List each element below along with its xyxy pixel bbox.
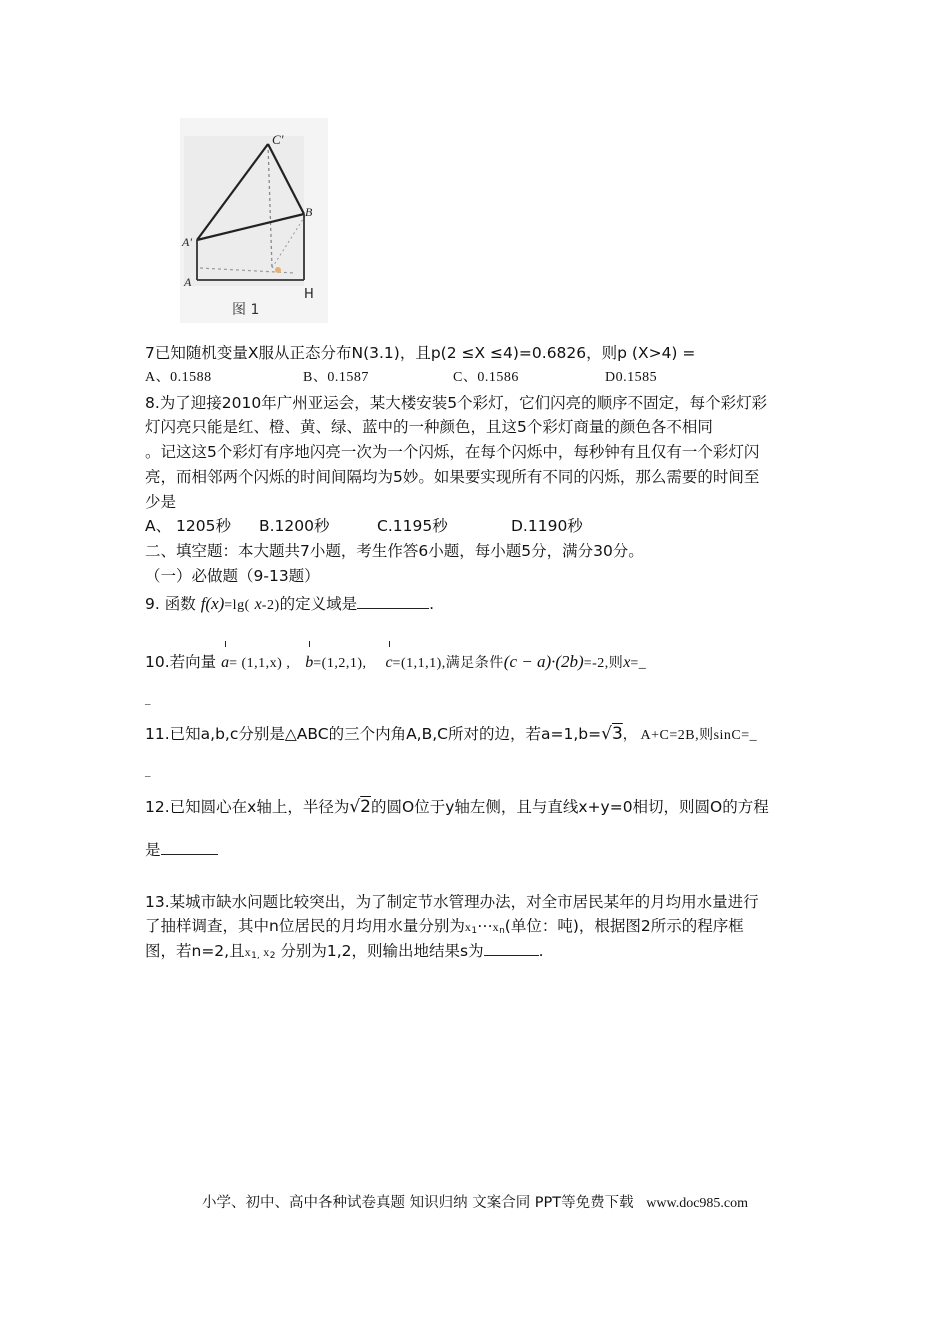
q10-vector-a: a [221,651,229,675]
q13-x1b-sub: 1, [251,951,260,961]
q8-line-2: 灯闪亮只能是红、橙、黄、绿、蓝中的一种颜色，且这5个彩灯商量的颜色各不相同 [145,418,713,436]
q13-xn-sub: n [499,926,505,936]
q13-line-2b: (单位：吨)，根据图2所示的程序框 [504,917,744,935]
q8-line-3: 。记这这5个彩灯有序地闪亮一次为一个闪烁，在每个闪烁中，每秒钟有且仅有一个彩灯闪 [145,443,760,461]
q8-option-d: D.1190秒 [511,517,583,535]
q12-lead: 12.已知圆心在x轴上，半径为 [145,798,350,816]
label-small: H [304,287,314,302]
q8-option-b: B.1200秒 [259,517,330,535]
q12-blank [161,840,218,855]
q11-continuation: _ [145,766,151,778]
q12-sqrt: √2 [349,797,371,817]
q7-option-c: C、0.1586 [453,370,519,385]
q9 [145,592,434,618]
q13-xn: x [492,920,500,934]
q7-option-a: A、0.1588 [145,370,212,385]
q13-line-2a: 了抽样调查，其中n位居民的月均用水量分别为 [145,917,465,935]
q10-tail: =_ [630,656,647,671]
q10 [145,650,646,676]
q10-c-value: =(1,1,1),满足条件 [392,656,504,671]
q10-expression: (c − a)·(2b) [503,652,584,671]
label-a-prime: A' [182,235,192,249]
figure-caption: 图 1 [232,302,260,318]
q13-x1: x [464,920,472,934]
q7-line: 7已知随机变量X服从正态分布N(3.1)，且p(2 ≤X ≤4)=0.6826，则p (X>4) = [145,344,696,362]
geometry-diagram [180,118,328,323]
q13-line-1: 13.某城市缺水问题比较突出，为了制定节水管理办法，对全市居民某年的月均用水量进行 [145,893,759,911]
q10-b-value: =(1,2,1), [313,656,367,671]
q12-line-2-text: 是 [145,841,161,859]
label-a: A [184,275,192,289]
q9-function: f(x) [200,594,225,613]
q11-mid: ， A+C=2B,则sinC=_ [622,728,758,743]
q13-line-3b: 分别为1,2，则输出地结果s为 [280,942,484,960]
q9-blank [357,594,429,609]
q13-line-3a: 图，若n=2,且 [145,942,245,960]
q12-root: 2 [360,797,371,817]
q9-number: 9. [145,595,160,613]
q9-var: x [254,596,262,613]
q9-eq: =lg( [224,598,250,613]
q13-x2-sub: 2 [269,951,276,961]
q13-x1b: x [244,945,252,959]
q10-vector-c: c [385,651,392,675]
footer-link[interactable]: www.doc985.com [646,1196,749,1211]
footer-text: 小学、初中、高中各种试卷真题 知识归纳 文案合同 PPT等免费下载 [201,1195,634,1211]
q8-line-1: 8.为了迎接2010年广州亚运会，某大楼安装5个彩灯，它们闪亮的顺序不固定，每个彩灯彩 [145,394,768,412]
q9-rest: -2) [261,598,280,613]
point-marker [275,267,281,273]
section-title: 二、填空题：本大题共7小题，考生作答6小题，每小题5分，满分30分。 [145,542,644,560]
q11-sqrt: √3 [601,724,623,744]
q9-lead: 函数 [164,595,196,613]
q8-option-c: C.1195秒 [377,517,448,535]
q10-var: x [623,654,631,671]
q10-after: =-2,则 [583,656,624,671]
q13-blank [484,941,539,956]
q11-root: 3 [611,724,623,744]
q9-tail: 的定义域是 [279,595,358,613]
q10-lead: 10.若向量 [145,653,217,671]
q9-end: . [429,595,435,613]
label-c-prime: C' [272,132,284,147]
q13-end: . [538,942,544,960]
q10-a-value: = (1,1,x) , [229,656,291,671]
section-subtitle: （一）必做题（9-13题） [145,567,320,585]
q8-line-5: 少是 [145,493,177,511]
q13-x1-sub: 1 [471,926,478,936]
footer [0,1191,950,1212]
q10-vector-b: b [305,651,313,675]
figure-1 [180,118,328,323]
q13-x2: x [259,945,270,959]
q8-line-4: 亮，而相邻两个闪烁的时间间隔均为5妙。如果要实现所有不同的闪烁，那么需要的时间至 [145,468,760,486]
q8-option-a: A、 1205秒 [145,517,231,535]
q12-line-2 [145,838,218,862]
q12-rest: 的圆O位于y轴左侧，且与直线x+y=0相切，则圆O的方程 [371,798,769,816]
q11 [145,722,757,748]
q10-continuation: _ [145,694,151,706]
q12 [145,795,769,819]
q7-option-b: B、0.1587 [303,370,369,385]
label-b: B [305,205,313,219]
q11-lead: 11.已知a,b,c分别是△ABC的三个内角A,B,C所对的边，若a=1,b= [145,725,602,743]
q13-line-3 [145,939,544,968]
q13-dots: ⋯ [477,917,493,935]
q7-option-d: D0.1585 [605,370,658,385]
